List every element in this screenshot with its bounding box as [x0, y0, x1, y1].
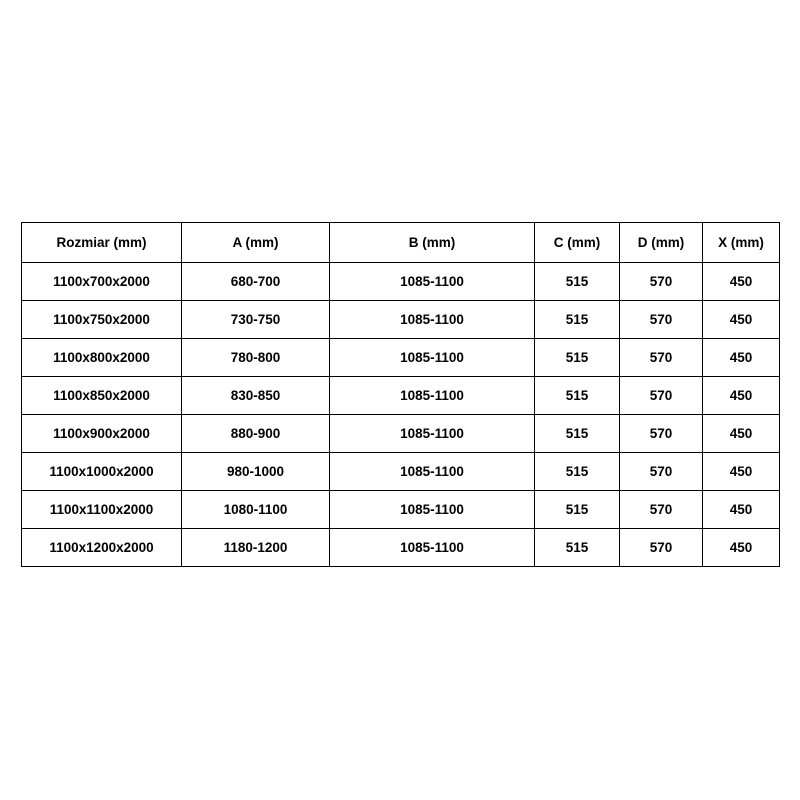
cell-rozmiar: 1100x800x2000	[22, 339, 182, 377]
cell-rozmiar: 1100x850x2000	[22, 377, 182, 415]
table-row	[22, 453, 780, 491]
table-header	[22, 223, 780, 263]
cell-b: 1085-1100	[330, 415, 535, 453]
cell-rozmiar: 1100x700x2000	[22, 263, 182, 301]
table-row	[22, 491, 780, 529]
column-header-a: A (mm)	[182, 223, 330, 263]
cell-c: 515	[535, 301, 620, 339]
cell-c: 515	[535, 491, 620, 529]
cell-x: 450	[703, 377, 780, 415]
cell-d: 570	[620, 453, 703, 491]
cell-rozmiar: 1100x1000x2000	[22, 453, 182, 491]
cell-b: 1085-1100	[330, 339, 535, 377]
table-header-row	[22, 223, 780, 263]
table-row	[22, 301, 780, 339]
cell-c: 515	[535, 529, 620, 567]
spec-table-container	[21, 222, 779, 567]
cell-x: 450	[703, 491, 780, 529]
cell-c: 515	[535, 339, 620, 377]
cell-c: 515	[535, 263, 620, 301]
column-header-b: B (mm)	[330, 223, 535, 263]
cell-d: 570	[620, 301, 703, 339]
cell-a: 980-1000	[182, 453, 330, 491]
cell-b: 1085-1100	[330, 453, 535, 491]
cell-b: 1085-1100	[330, 491, 535, 529]
column-header-d: D (mm)	[620, 223, 703, 263]
cell-c: 515	[535, 453, 620, 491]
cell-d: 570	[620, 377, 703, 415]
cell-x: 450	[703, 339, 780, 377]
table-row	[22, 263, 780, 301]
cell-b: 1085-1100	[330, 529, 535, 567]
table-row	[22, 529, 780, 567]
column-header-c: C (mm)	[535, 223, 620, 263]
cell-d: 570	[620, 529, 703, 567]
cell-b: 1085-1100	[330, 263, 535, 301]
cell-rozmiar: 1100x1100x2000	[22, 491, 182, 529]
column-header-x: X (mm)	[703, 223, 780, 263]
cell-c: 515	[535, 377, 620, 415]
cell-b: 1085-1100	[330, 301, 535, 339]
cell-rozmiar: 1100x750x2000	[22, 301, 182, 339]
cell-a: 730-750	[182, 301, 330, 339]
table-body	[22, 263, 780, 567]
table-row	[22, 377, 780, 415]
cell-x: 450	[703, 453, 780, 491]
cell-x: 450	[703, 529, 780, 567]
column-header-rozmiar: Rozmiar (mm)	[22, 223, 182, 263]
cell-d: 570	[620, 263, 703, 301]
cell-x: 450	[703, 415, 780, 453]
cell-rozmiar: 1100x900x2000	[22, 415, 182, 453]
cell-c: 515	[535, 415, 620, 453]
cell-x: 450	[703, 301, 780, 339]
cell-a: 680-700	[182, 263, 330, 301]
table-row	[22, 415, 780, 453]
cell-x: 450	[703, 263, 780, 301]
cell-d: 570	[620, 415, 703, 453]
cell-a: 830-850	[182, 377, 330, 415]
cell-a: 880-900	[182, 415, 330, 453]
cell-a: 780-800	[182, 339, 330, 377]
cell-d: 570	[620, 491, 703, 529]
cell-d: 570	[620, 339, 703, 377]
cell-rozmiar: 1100x1200x2000	[22, 529, 182, 567]
dimensions-table	[21, 222, 780, 567]
cell-b: 1085-1100	[330, 377, 535, 415]
table-row	[22, 339, 780, 377]
cell-a: 1180-1200	[182, 529, 330, 567]
cell-a: 1080-1100	[182, 491, 330, 529]
